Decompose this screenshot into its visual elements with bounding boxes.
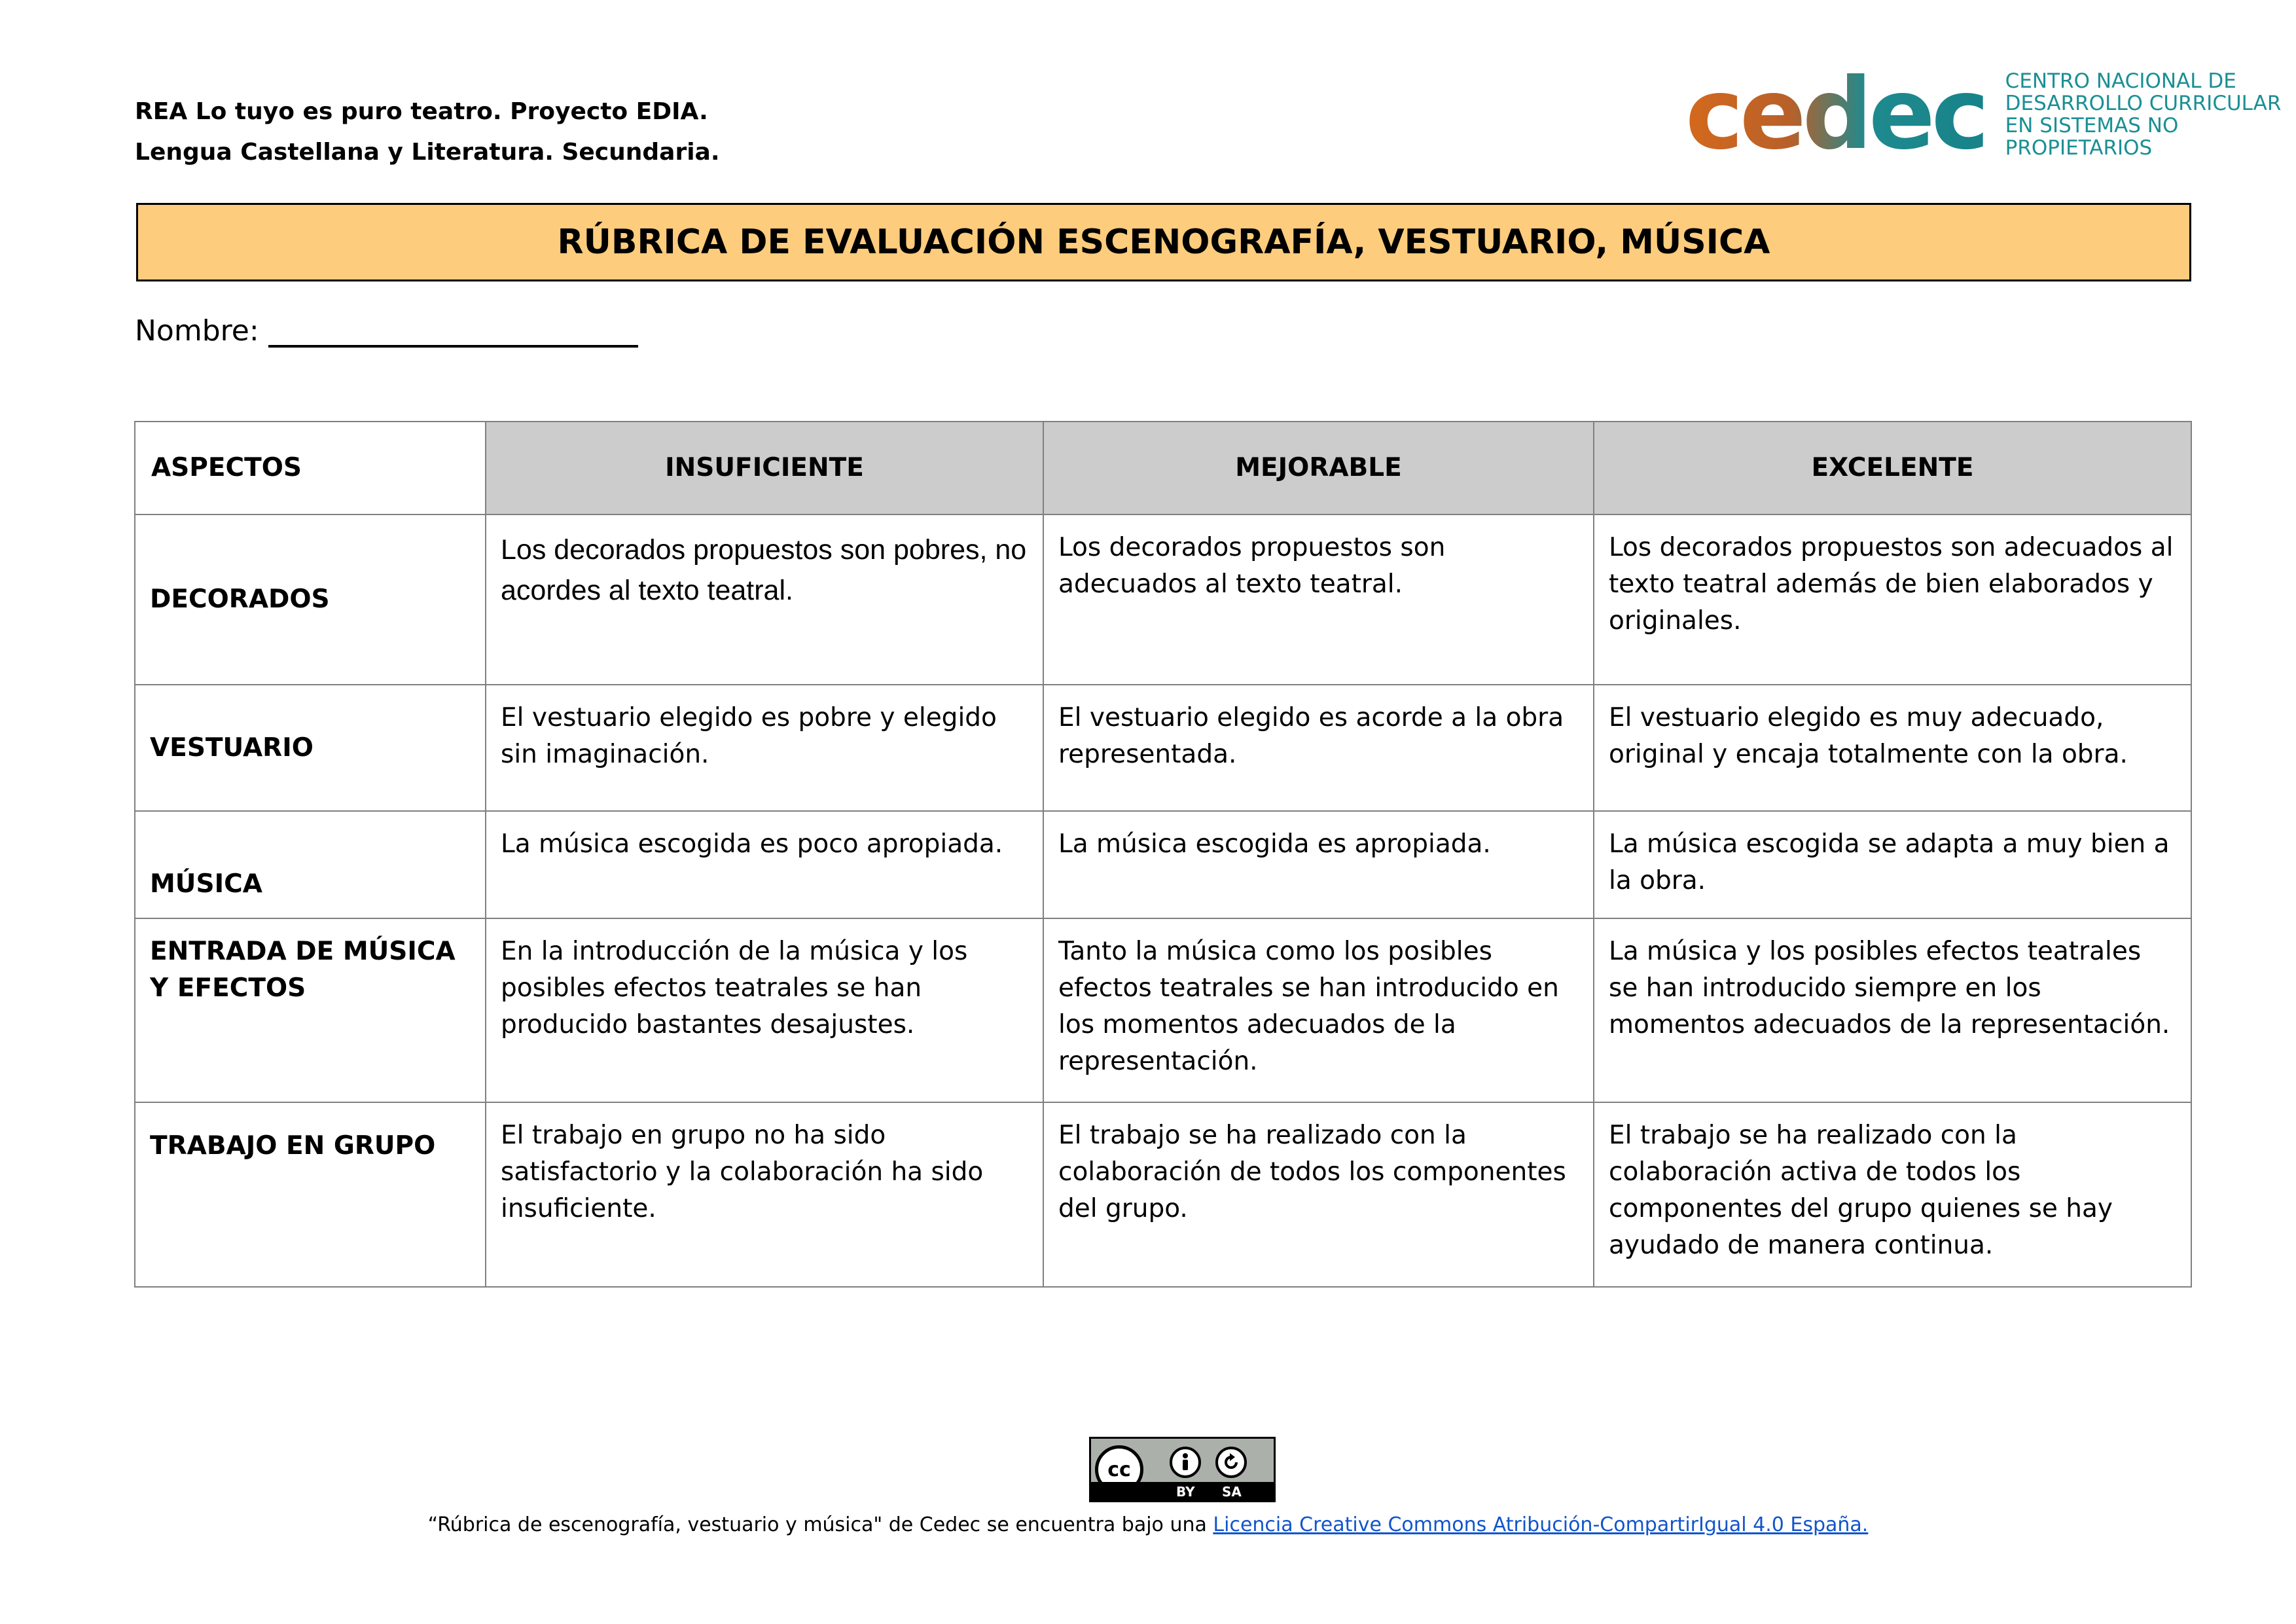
share-alike-icon	[1215, 1447, 1247, 1478]
cedec-logo-caption	[2005, 70, 2296, 159]
mejorable-cell: El trabajo se ha realizado con la colaboración de todos los componentes del grupo.	[1043, 1102, 1594, 1287]
logo-caption-line: CENTRO NACIONAL DE	[2005, 69, 2236, 93]
header-subject-line: Lengua Castellana y Literatura. Secundaria.	[135, 139, 720, 166]
header-mejorable: MEJORABLE	[1043, 422, 1594, 514]
cc-icon: cc	[1095, 1445, 1143, 1494]
mejorable-cell: El vestuario elegido es acorde a la obra representada.	[1043, 685, 1594, 811]
logo-caption-line: EN SISTEMAS NO PROPIETARIOS	[2005, 114, 2179, 160]
header-insuficiente: INSUFICIENTE	[486, 422, 1043, 514]
table-row	[135, 514, 2191, 685]
mejorable-cell: Los decorados propuestos son adecuados al texto teatral.	[1043, 514, 1594, 685]
name-field	[135, 314, 638, 348]
mejorable-cell: Tanto la música como los posibles efectos teatrales se han introducido en los momentos adecuados de la representación.	[1043, 918, 1594, 1102]
license-footer	[0, 1513, 2296, 1536]
cedec-logo-word: cedec	[1685, 58, 1986, 171]
aspect-cell: DECORADOS	[135, 514, 486, 685]
insuficiente-cell: En la introducción de la música y los posibles efectos teatrales se han producido bastantes desajustes.	[486, 918, 1043, 1102]
aspect-cell: ENTRADA DE MÚSICA Y EFECTOS	[135, 918, 486, 1102]
insuficiente-cell: La música escogida es poco apropiada.	[486, 811, 1043, 918]
table-row	[135, 918, 2191, 1102]
table-row	[135, 811, 2191, 918]
document-header	[135, 92, 720, 173]
aspect-cell: VESTUARIO	[135, 685, 486, 811]
excelente-cell: La música escogida se adapta a muy bien a la obra.	[1594, 811, 2191, 918]
by-label: BY	[1176, 1484, 1195, 1500]
insuficiente-cell: Los decorados propuestos son pobres, no acordes al texto teatral.	[486, 514, 1043, 685]
sa-label: SA	[1222, 1484, 1242, 1500]
aspect-cell: TRABAJO EN GRUPO	[135, 1102, 486, 1287]
excelente-cell: El vestuario elegido es muy adecuado, original y encaja totalmente con la obra.	[1594, 685, 2191, 811]
name-label: Nombre:	[135, 314, 259, 348]
insuficiente-cell: El trabajo en grupo no ha sido satisfactorio y la colaboración ha sido insuficiente.	[486, 1102, 1043, 1287]
logo-caption-line: DESARROLLO CURRICULAR	[2005, 92, 2282, 115]
license-link[interactable]: Licencia Creative Commons Atribución-CompartirIgual 4.0 España.	[1213, 1513, 1869, 1536]
rubric-title: RÚBRICA DE EVALUACIÓN ESCENOGRAFÍA, VESTUARIO, MÚSICA	[136, 203, 2191, 281]
name-blank-line	[268, 316, 638, 348]
attribution-person-icon	[1170, 1447, 1201, 1478]
header-project-line: REA Lo tuyo es puro teatro. Proyecto EDIA.	[135, 98, 708, 125]
insuficiente-cell: El vestuario elegido es pobre y elegido sin imaginación.	[486, 685, 1043, 811]
table-header-row	[135, 422, 2191, 514]
header-excelente: EXCELENTE	[1594, 422, 2191, 514]
excelente-cell: La música y los posibles efectos teatrales se han introducido siempre en los momentos adecuados de la representación.	[1594, 918, 2191, 1102]
table-row	[135, 1102, 2191, 1287]
license-footer-text: “Rúbrica de escenografía, vestuario y música" de Cedec se encuentra bajo una	[427, 1513, 1213, 1536]
excelente-cell: El trabajo se ha realizado con la colaboración activa de todos los componentes del grupo quienes se hay ayudado de manera continua.	[1594, 1102, 2191, 1287]
header-aspectos: ASPECTOS	[135, 422, 486, 514]
mejorable-cell: La música escogida es apropiada.	[1043, 811, 1594, 918]
excelente-cell: Los decorados propuestos son adecuados al texto teatral además de bien elaborados y originales.	[1594, 514, 2191, 685]
cedec-logo	[1685, 58, 2296, 171]
table-row	[135, 685, 2191, 811]
cc-by-sa-badge[interactable]	[1089, 1437, 1276, 1502]
aspect-cell: MÚSICA	[135, 811, 486, 918]
rubric-table	[134, 421, 2192, 1288]
